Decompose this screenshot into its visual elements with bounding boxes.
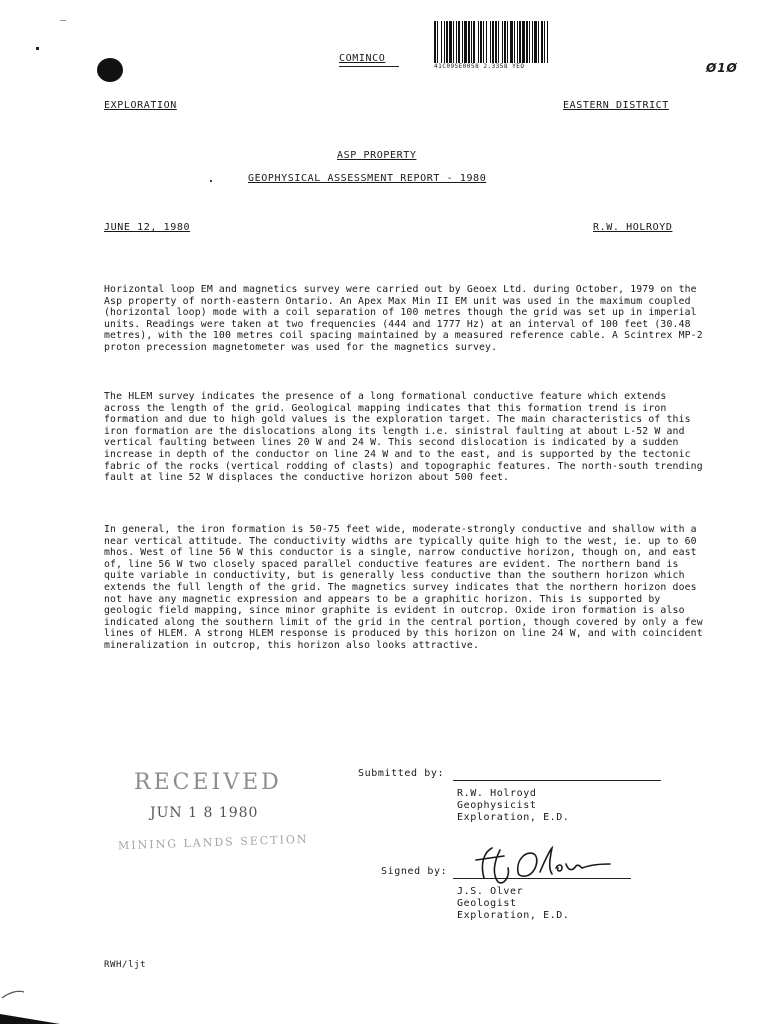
signed-by-label: Signed by:: [381, 866, 448, 877]
handwritten-signature: [470, 842, 620, 886]
signer-dept: Exploration, E.D.: [457, 910, 570, 921]
received-stamp-title: RECEIVED: [134, 770, 282, 795]
district-label: EASTERN DISTRICT: [563, 100, 669, 111]
speck-dot-2: [210, 180, 212, 182]
company-name: COMINCO: [339, 53, 386, 64]
doc-number: Ø1Ø: [706, 61, 738, 75]
property-title: ASP PROPERTY: [337, 150, 417, 161]
barcode-text: 41C09SE0058 2.3358 YEO: [434, 63, 525, 70]
punch-hole: [97, 58, 123, 82]
department-label: EXPLORATION: [104, 100, 177, 111]
submitted-signature-line: [453, 780, 661, 781]
barcode-gap: [548, 21, 551, 63]
received-stamp-date: JUN 1 8 1980: [150, 805, 259, 821]
submitter-name: R.W. Holroyd: [457, 788, 537, 799]
received-stamp-section: MINING LANDS SECTION: [117, 832, 309, 853]
report-author: R.W. HOLROYD: [593, 222, 673, 233]
signer-name: J.S. Olver: [457, 886, 524, 897]
submitter-dept: Exploration, E.D.: [457, 812, 570, 823]
report-date: JUNE 12, 1980: [104, 222, 191, 233]
scan-edge-artifact: [0, 984, 60, 1024]
top-edge-mark: [60, 20, 66, 21]
paragraph-iron-formation: In general, the iron formation is 50-75 feet wide, moderate-strongly conductive and shallow with a near vertical attitude. The conductivity widths are typically quite high to the west, ie. up to 60 mhos. West of line 56 W this conductor is a single, narrow conductive horizon, though on, and east of, line 56 W two closely spaced parallel conductive features are evident. The northern band is quite variable in conductivity, but is generally less conductive than the southern horizon which extends the full length of the grid. The magnetics survey indicates that the northern horizon does not have any magnetic expression and appears to be a graphitic horizon. This is supported by geologic field mapping, since minor graphite is evident in outcrop. Oxide iron formation is also indicated along the southern limit of the grid in the central portion, though covered by only a few lines of HLEM. A strong HLEM response is produced by this horizon on line 24 W, and with coincident mineralization in outcrop, this horizon also looks attractive.: [104, 524, 703, 651]
barcode: [434, 21, 652, 63]
company-underline-ext: [339, 66, 399, 67]
signer-title: Geologist: [457, 898, 517, 909]
report-title: GEOPHYSICAL ASSESSMENT REPORT - 1980: [248, 173, 487, 184]
paragraph-survey-description: Horizontal loop EM and magnetics survey were carried out by Geoex Ltd. during October, 1979 on the Asp property of north-eastern Ontario. An Apex Max Min II EM unit was used in the maximum coupled (horizontal loop) mode with a coil separation of 100 metres though the grid was set up in imperial units. Readings were taken at two frequencies (444 and 1777 Hz) at an interval of 100 feet (30.48 metres), with the 100 metres coil spacing maintained by a measured reference cable. A Scintrex MP-2 proton precession magnetometer was used for the magnetics survey.: [104, 284, 703, 353]
speck-dot: [36, 47, 39, 50]
typist-initials: RWH/ljt: [104, 960, 147, 970]
paragraph-hlem-findings: The HLEM survey indicates the presence of a long formational conductive feature which extends across the length of the grid. Geological mapping indicates that this formation trend is iron formation and due to high gold values is the exploration target. The main characteristics of this iron formation are the dislocations along its length i.e. sinistral faulting at about L-52 W and vertical faulting between lines 20 W and 24 W. This second dislocation is indicated by a sudden increase in depth of the conductor on line 24 W and to the east, and is supported by the tectonic fabric of the rocks (vertical rodding of clasts) and topographic features. The north-south trending fault at line 52 W displaces the conductive horizon about 500 feet.: [104, 391, 703, 484]
submitter-title: Geophysicist: [457, 800, 537, 811]
submitted-by-label: Submitted by:: [358, 768, 445, 779]
